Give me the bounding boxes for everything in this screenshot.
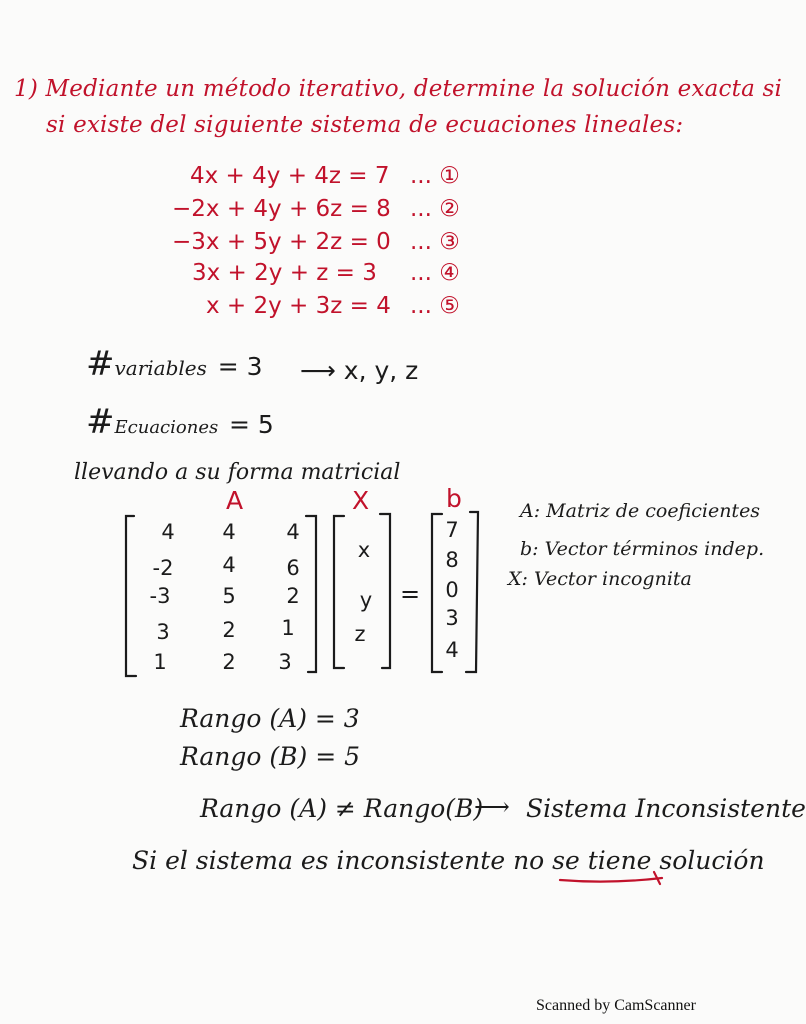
variables-value: = 3 [217, 352, 263, 381]
label-X: X [352, 486, 370, 515]
vector-b-cell: 3 [445, 606, 459, 630]
matrix-A-cell: 1 [281, 616, 295, 640]
vector-b-cell: 7 [445, 518, 459, 542]
vector-b-cell: 0 [445, 578, 459, 602]
problem-number: 1) [14, 76, 39, 102]
equations-count: #Ecuaciones = 5 [86, 402, 274, 442]
matrix-A-cell: -2 [152, 556, 174, 580]
bracket-b-right [466, 512, 478, 672]
equation-2-tag: ... ② [410, 196, 460, 222]
matrix-A-cell: -3 [149, 584, 171, 608]
equation-2: −2x + 4y + 6z = 8 [172, 196, 391, 222]
variables-list: ⟶ x, y, z [300, 356, 419, 385]
equation-4: 3x + 2y + z = 3 [192, 260, 377, 286]
matrix-equals: = [400, 580, 421, 608]
vector-X-cell: z [354, 622, 366, 646]
rank-result: Sistema Inconsistente [526, 794, 806, 823]
bracket-X-left [334, 516, 344, 668]
equation-4-tag: ... ④ [410, 260, 460, 286]
conclusion: Si el sistema es inconsistente no se tiene solución [132, 846, 765, 875]
legend-b: b: Vector términos indep. [520, 538, 765, 560]
matrix-A-cell: 5 [222, 584, 236, 608]
rank-arrow: ⟶ [474, 792, 510, 821]
vector-X-cell: y [359, 588, 373, 612]
matrix-A-cell: 2 [286, 584, 300, 608]
matrix-A-cell: 3 [278, 650, 292, 674]
equation-1-tag: ... ① [410, 163, 460, 189]
vector-X-cell: x [357, 538, 371, 562]
bracket-A-right [306, 516, 316, 672]
legend-A: A: Matriz de coeficientes [520, 500, 761, 522]
matrix-A-cell: 6 [286, 556, 300, 580]
equations-subscript: Ecuaciones [114, 417, 219, 438]
legend-X: X: Vector incognita [508, 568, 692, 590]
problem-text-1: Mediante un método iterativo, determine la solución exacta si [45, 76, 783, 102]
bracket-X-right [380, 514, 390, 668]
matrix-A-cell: 4 [161, 520, 175, 544]
matrix-A-cell: 3 [156, 620, 170, 644]
equation-5-tag: ... ⑤ [410, 293, 460, 319]
matrix-A-cell: 2 [222, 650, 236, 674]
equation-3-tag: ... ③ [410, 229, 460, 255]
vector-b-cell: 8 [445, 548, 459, 572]
variables-subscript: variables [114, 356, 207, 380]
rank-A: Rango (A) = 3 [180, 704, 360, 733]
variables-count: #variables = 3 [86, 344, 263, 384]
matrix-A-cell: 4 [286, 520, 300, 544]
equation-5: x + 2y + 3z = 4 [206, 293, 391, 319]
conclusion-underline [560, 878, 662, 882]
scanner-watermark: Scanned by CamScanner [536, 997, 696, 1014]
problem-text-2: si existe del siguiente sistema de ecuaciones lineales: [46, 112, 684, 138]
matrix-A-cell: 4 [222, 520, 236, 544]
bracket-A-left [126, 516, 136, 676]
rank-compare: Rango (A) ≠ Rango(B) [200, 794, 484, 823]
matrix-A-cell: 1 [153, 650, 167, 674]
vector-b-cell: 4 [445, 638, 459, 662]
equation-3: −3x + 5y + 2z = 0 [172, 229, 391, 255]
rank-B: Rango (B) = 5 [180, 742, 361, 771]
label-A: A [226, 486, 244, 515]
matrix-A-cell: 2 [222, 618, 236, 642]
matrix-intro: llevando a su forma matricial [74, 460, 401, 485]
equation-1: 4x + 4y + 4z = 7 [190, 163, 390, 189]
matrix-A-cell: 4 [222, 553, 236, 577]
bracket-b-left [432, 514, 442, 672]
label-b: b [446, 484, 462, 513]
equations-value: = 5 [229, 410, 274, 439]
